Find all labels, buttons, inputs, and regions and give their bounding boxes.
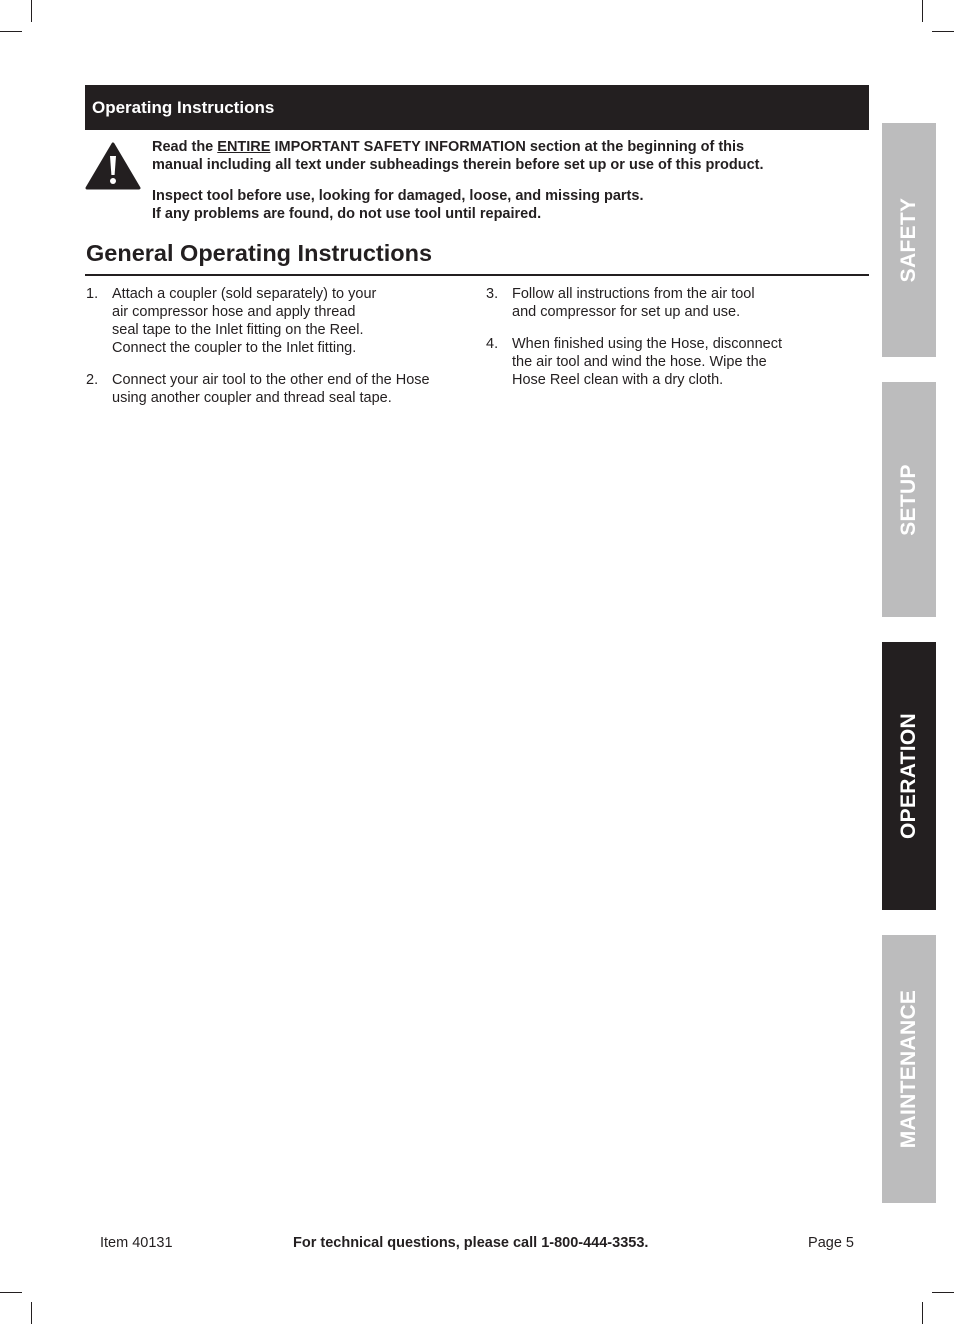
emphasis-entire: ENTIRE xyxy=(217,139,271,155)
step-number: 1. xyxy=(86,286,99,302)
step-text: Hose Reel clean with a dry cloth. xyxy=(512,372,724,388)
step-text: Connect the coupler to the Inlet fitting. xyxy=(112,340,357,356)
inspect-paragraph: Inspect tool before use, looking for damaged, loose, and missing parts. If any problems are found, do not use tool until repaired. xyxy=(152,188,644,222)
steps-column-left xyxy=(86,285,456,421)
safety-warning xyxy=(152,138,852,236)
warning-triangle-icon xyxy=(85,142,141,190)
list-item xyxy=(86,285,456,357)
footer-page-number: Page 5 xyxy=(808,1235,854,1251)
tab-label: MAINTENANCE xyxy=(897,989,920,1149)
crop-mark xyxy=(922,0,923,22)
crop-mark xyxy=(0,31,22,32)
step-text: Follow all instructions from the air tool xyxy=(512,286,755,302)
crop-mark xyxy=(31,1302,32,1324)
warning-paragraph: Read the ENTIRE IMPORTANT SAFETY INFORMATION section at the beginning of this manual including all text under subheadings therein before set up or use of this product. xyxy=(152,139,764,173)
list-item xyxy=(486,285,816,321)
tab-label: SETUP xyxy=(897,463,920,536)
tab-label: SAFETY xyxy=(897,197,920,283)
divider xyxy=(85,274,869,276)
step-text: and compressor for set up and use. xyxy=(512,304,741,320)
list-item xyxy=(86,371,456,407)
step-text: air compressor hose and apply thread xyxy=(112,304,356,320)
crop-mark xyxy=(932,31,954,32)
step-text: Connect your air tool to the other end of the Hose xyxy=(112,372,430,388)
crop-mark xyxy=(0,1292,22,1293)
tab-setup xyxy=(882,382,936,617)
footer-item-number: Item 40131 xyxy=(100,1235,173,1251)
step-text: the air tool and wind the hose. Wipe the xyxy=(512,354,767,370)
tab-safety xyxy=(882,123,936,357)
step-text: When finished using the Hose, disconnect xyxy=(512,336,783,352)
tab-label: OPERATION xyxy=(897,713,920,839)
section-header xyxy=(85,85,869,130)
crop-mark xyxy=(932,1292,954,1293)
crop-mark xyxy=(31,0,32,22)
steps-column-right xyxy=(486,285,816,403)
list-item xyxy=(486,335,816,389)
step-number: 4. xyxy=(486,336,499,352)
step-number: 3. xyxy=(486,286,499,302)
page-title: General Operating Instructions xyxy=(86,240,433,266)
crop-mark xyxy=(922,1302,923,1324)
step-text: seal tape to the Inlet fitting on the Reel. xyxy=(112,322,364,338)
tab-operation xyxy=(882,642,936,910)
tab-maintenance xyxy=(882,935,936,1203)
step-text: using another coupler and thread seal tape. xyxy=(112,390,392,406)
section-header-title: Operating Instructions xyxy=(92,98,275,117)
footer-support-phone: For technical questions, please call 1-800-444-3353. xyxy=(293,1235,649,1251)
step-text: Attach a coupler (sold separately) to your xyxy=(112,286,377,302)
step-number: 2. xyxy=(86,372,99,388)
